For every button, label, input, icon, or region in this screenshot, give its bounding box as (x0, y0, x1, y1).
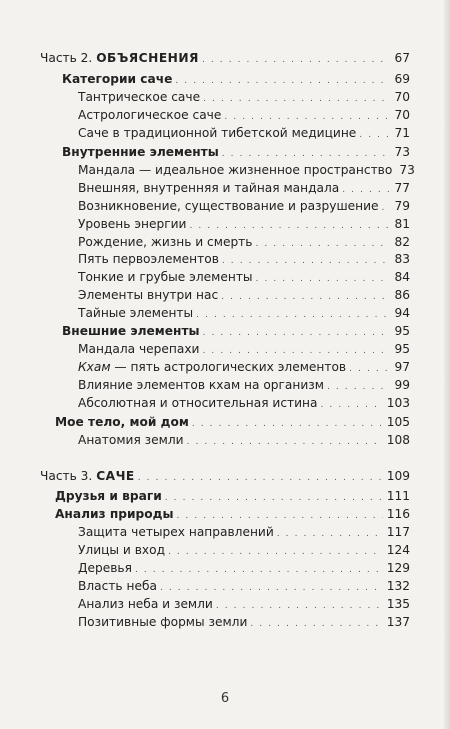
toc-title: Саче в традиционной тибетской медицине (78, 126, 357, 140)
toc-title: Друзья и враги (55, 489, 162, 503)
dot-leader (202, 53, 391, 68)
toc-title: Астрологическое саче (78, 108, 222, 122)
toc-title: Уровень энергии (78, 217, 187, 231)
dot-leader (202, 344, 390, 359)
page-ref: 105 (386, 415, 410, 429)
toc-part-heading[interactable] (40, 469, 410, 486)
toc-title: Власть неба (78, 579, 157, 593)
toc-title: Защита четырех направлений (78, 525, 274, 539)
toc-title: Анализ неба и земли (78, 597, 213, 611)
toc-title: Анатомия земли (78, 433, 184, 447)
toc-chapter[interactable] (55, 415, 410, 432)
toc-title: Мандала черепахи (78, 342, 200, 356)
dot-leader (192, 417, 383, 432)
dot-leader (165, 491, 383, 506)
toc-title: Деревья (78, 561, 132, 575)
page-ref: 81 (394, 217, 410, 231)
toc-title: Мое тело, мой дом (55, 415, 189, 429)
dot-leader (222, 147, 391, 162)
toc-section[interactable] (78, 199, 410, 216)
toc-title: Пять первоэлементов (78, 252, 219, 266)
toc-chapter[interactable] (55, 507, 410, 524)
toc-title: Мандала — идеальное жизненное пространство (78, 163, 393, 177)
toc-title: Анализ природы (55, 507, 174, 521)
toc-section[interactable] (78, 90, 410, 107)
page-ref: 137 (386, 615, 410, 629)
toc-section[interactable] (78, 342, 410, 359)
page-ref: 117 (386, 525, 410, 539)
page-ref: 70 (394, 90, 410, 104)
page-ref: 124 (386, 543, 410, 557)
part-name: ОБЪЯСНЕНИЯ (96, 51, 199, 65)
toc-section[interactable] (78, 378, 410, 395)
page-ref: 86 (394, 288, 410, 302)
toc-part-heading[interactable] (40, 51, 410, 68)
toc-title: Улицы и вход (78, 543, 166, 557)
toc-section[interactable] (78, 433, 410, 450)
toc-title: Внешние элементы (62, 324, 200, 338)
toc-title: Элементы внутри нас (78, 288, 219, 302)
toc-section[interactable] (78, 126, 410, 143)
page-ref: 97 (394, 360, 410, 374)
page-ref: 67 (394, 51, 410, 65)
part-prefix: Часть 3. (40, 469, 93, 483)
dot-leader (187, 435, 383, 450)
page-ref: 94 (394, 306, 410, 320)
toc-title: Позитивные формы земли (78, 615, 248, 629)
page-ref: 129 (386, 561, 410, 575)
toc-chapter[interactable] (55, 489, 410, 506)
page-ref: 99 (394, 378, 410, 392)
toc-title: Тонкие и грубые элементы (78, 270, 253, 284)
dot-leader (224, 110, 390, 125)
page-ref: 132 (386, 579, 410, 593)
dot-leader (382, 201, 391, 216)
toc-section[interactable] (78, 360, 410, 377)
page-ref: 69 (394, 72, 410, 86)
toc-section[interactable] (78, 288, 410, 305)
toc-section[interactable] (78, 108, 410, 125)
dot-leader (342, 183, 390, 198)
toc-title: Тантрическое саче (78, 90, 201, 104)
dot-leader (196, 308, 390, 323)
page-ref: 84 (394, 270, 410, 284)
toc-title: Влияние элементов кхам на организм (78, 378, 324, 392)
dot-leader (216, 599, 383, 614)
part-prefix: Часть 2. (40, 51, 93, 65)
toc-section[interactable] (78, 270, 410, 287)
page-ref: 111 (386, 489, 410, 503)
dot-leader (349, 362, 390, 377)
page-ref: 77 (394, 181, 410, 195)
dot-leader (327, 380, 391, 395)
toc-title: Тайные элементы (78, 306, 194, 320)
dot-leader (203, 92, 390, 107)
toc-section[interactable] (78, 579, 410, 596)
dot-leader (168, 545, 383, 560)
toc-section[interactable] (78, 525, 410, 542)
dot-leader (138, 471, 383, 486)
dot-leader (277, 527, 383, 542)
toc-section[interactable] (78, 252, 410, 269)
toc-title: Возникновение, существование и разрушение (78, 199, 379, 213)
page-ref: 73 (399, 163, 415, 177)
toc-section[interactable] (78, 615, 410, 632)
page-ref: 116 (386, 507, 410, 521)
toc-title-italic: Кхам (78, 360, 111, 374)
toc-title: Категории саче (62, 72, 173, 86)
toc-chapter[interactable] (62, 145, 410, 162)
dot-leader (221, 290, 390, 305)
dot-leader (203, 326, 391, 341)
page-ref: 82 (394, 235, 410, 249)
page-edge (444, 0, 450, 729)
page-number: 6 (220, 691, 230, 706)
dot-leader (222, 254, 391, 269)
dot-leader (256, 272, 391, 287)
toc-section[interactable] (78, 235, 410, 252)
page-ref: 135 (386, 597, 410, 611)
part-name: САЧЕ (96, 469, 135, 483)
toc-title: Рождение, жизнь и смерть (78, 235, 253, 249)
toc-section[interactable] (78, 597, 410, 614)
toc-section[interactable] (78, 181, 410, 198)
dot-leader (250, 617, 382, 632)
toc-section[interactable] (78, 396, 410, 413)
toc-title: Внутренние элементы (62, 145, 219, 159)
dot-leader (189, 219, 390, 234)
toc-chapter[interactable] (62, 324, 410, 341)
page-ref: 103 (386, 396, 410, 410)
toc-title: Внешняя, внутренняя и тайная мандала (78, 181, 340, 195)
toc-section[interactable] (78, 306, 410, 323)
toc-title: — пять астрологических элементов (110, 360, 347, 374)
toc-title: Абсолютная и относительная истина (78, 396, 318, 410)
page-ref: 109 (386, 469, 410, 483)
dot-leader (177, 509, 383, 524)
toc-chapter[interactable] (62, 72, 410, 89)
page-ref: 108 (386, 433, 410, 447)
dot-leader (160, 581, 383, 596)
dot-leader (135, 563, 383, 578)
page-ref: 70 (394, 108, 410, 122)
dot-leader (255, 237, 390, 252)
toc-section[interactable] (78, 561, 410, 578)
page-ref: 83 (394, 252, 410, 266)
toc-section[interactable] (78, 163, 415, 180)
page-ref: 79 (394, 199, 410, 213)
page-ref: 95 (394, 342, 410, 356)
page-ref: 71 (394, 126, 410, 140)
dot-leader (175, 74, 390, 89)
dot-leader (321, 398, 383, 413)
dot-leader (359, 128, 390, 143)
page-ref: 73 (394, 145, 410, 159)
toc-section[interactable] (78, 543, 410, 560)
toc-section[interactable] (78, 217, 410, 234)
page-ref: 95 (394, 324, 410, 338)
